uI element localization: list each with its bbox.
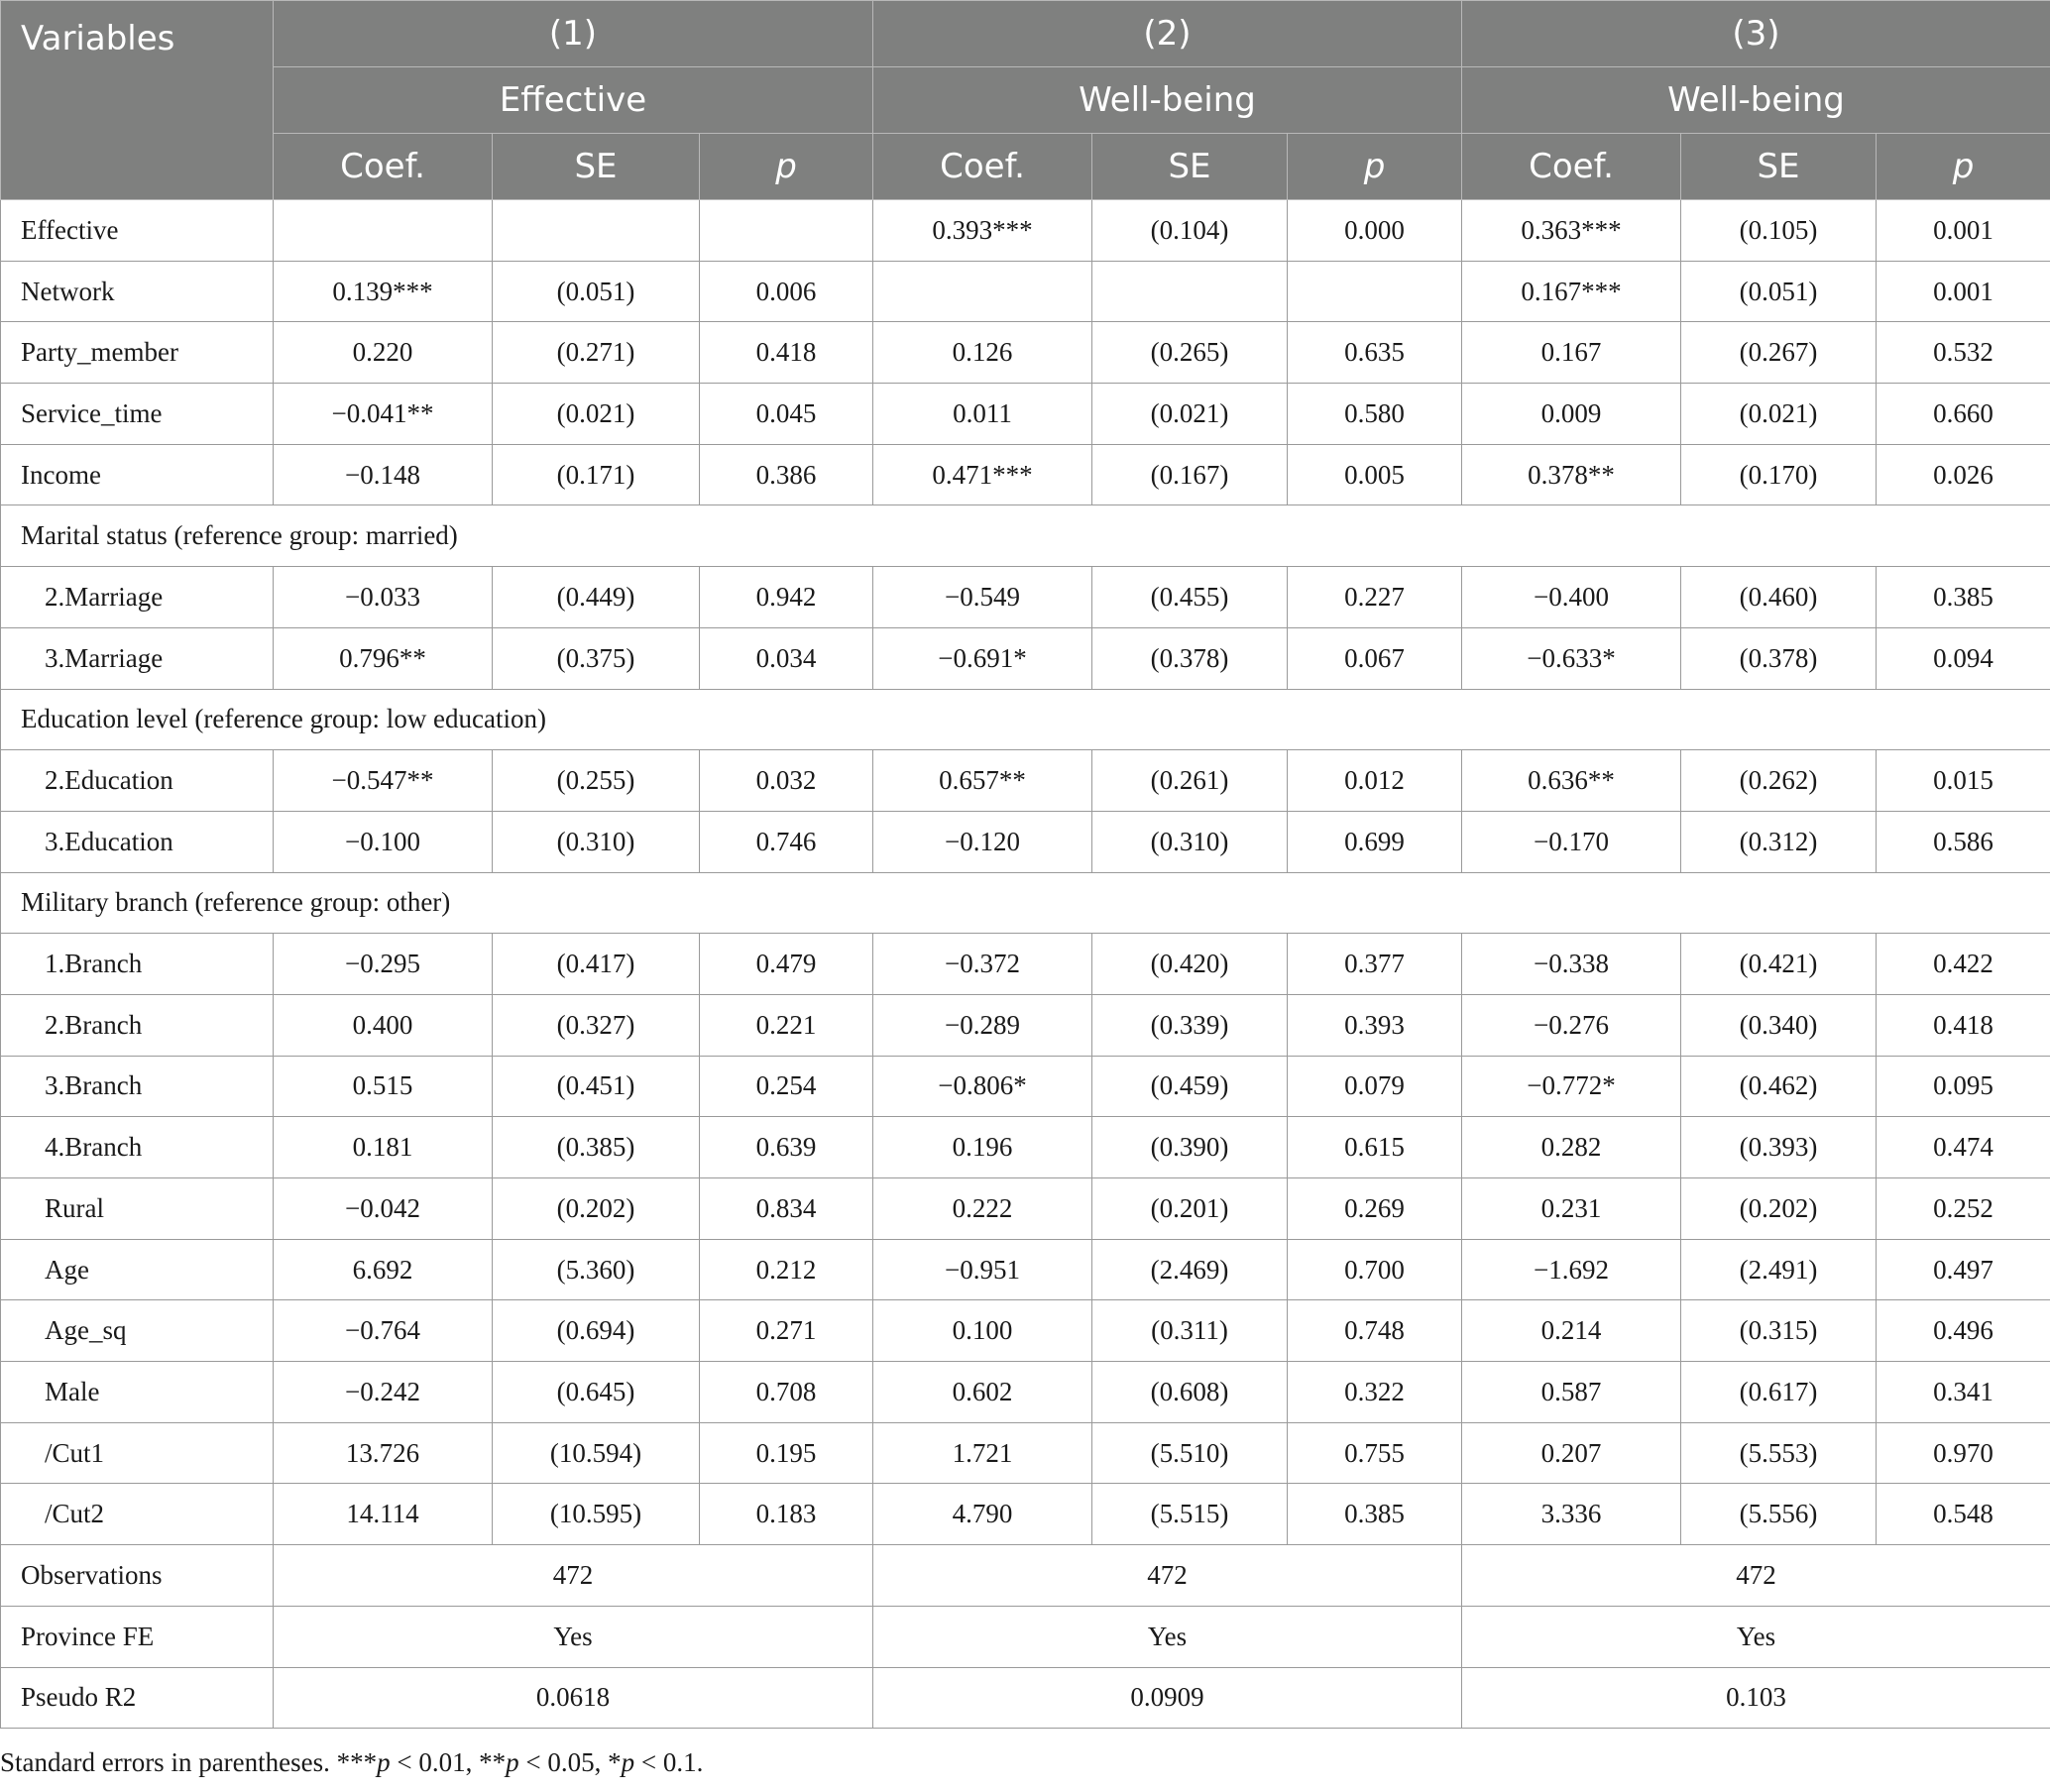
coef-cell-model-2: 0.471***: [873, 444, 1092, 505]
se-cell-model-1: (0.645): [493, 1362, 700, 1423]
table-body: [1, 200, 2050, 1729]
model-3-dependent-variable: Well-being: [1462, 67, 2050, 134]
table-row: [1, 1239, 2050, 1300]
p-cell-model-3: 0.095: [1877, 1056, 2050, 1117]
se-cell-model-2: (5.515): [1092, 1484, 1288, 1545]
row-label: 2.Marriage: [1, 567, 274, 628]
se-cell-model-1: (0.021): [493, 384, 700, 445]
coef-cell-model-3: 3.336: [1462, 1484, 1681, 1545]
coef-cell-model-3: 0.167***: [1462, 261, 1681, 322]
coef-cell-model-3: −0.400: [1462, 567, 1681, 628]
p-cell-model-2: 0.748: [1288, 1300, 1462, 1362]
p-cell-model-1: 0.195: [700, 1422, 873, 1484]
footnote-p-symbol: p: [506, 1747, 519, 1777]
se-cell-model-1: (0.417): [493, 934, 700, 995]
table-row: [1, 1056, 2050, 1117]
p-cell-model-2: 0.079: [1288, 1056, 1462, 1117]
p-cell-model-1: 0.183: [700, 1484, 873, 1545]
p-cell-model-3: 0.001: [1877, 261, 2050, 322]
table-row: [1, 200, 2050, 262]
p-cell-model-2: 0.615: [1288, 1117, 1462, 1178]
row-label: Pseudo R2: [1, 1667, 274, 1729]
summary-cell-model-1: 472: [274, 1545, 873, 1607]
se-cell-model-3: (0.105): [1681, 200, 1877, 262]
table-row: [1, 1484, 2050, 1545]
row-label: Network: [1, 261, 274, 322]
p-cell-model-1: 0.032: [700, 750, 873, 812]
se-cell-model-3: (0.378): [1681, 627, 1877, 689]
p-cell-model-3: 0.586: [1877, 811, 2050, 872]
coef-cell-model-3: −1.692: [1462, 1239, 1681, 1300]
coef-cell-model-3: 0.207: [1462, 1422, 1681, 1484]
coef-cell-model-1: [274, 200, 493, 262]
coef-cell-model-1: 0.515: [274, 1056, 493, 1117]
p-cell-model-3: 0.548: [1877, 1484, 2050, 1545]
se-cell-model-3: (5.556): [1681, 1484, 1877, 1545]
p-cell-model-1: [700, 200, 873, 262]
table-row: [1, 1117, 2050, 1178]
coef-cell-model-2: [873, 261, 1092, 322]
row-label: Income: [1, 444, 274, 505]
row-label: 2.Education: [1, 750, 274, 812]
p-cell-model-1: 0.221: [700, 994, 873, 1056]
coef-cell-model-3: 0.009: [1462, 384, 1681, 445]
se-cell-model-1: (0.310): [493, 811, 700, 872]
p-cell-model-2: 0.000: [1288, 200, 1462, 262]
coef-cell-model-1: 0.139***: [274, 261, 493, 322]
p-cell-model-3: 0.474: [1877, 1117, 2050, 1178]
se-cell-model-2: (0.261): [1092, 750, 1288, 812]
p-cell-model-3: 0.385: [1877, 567, 2050, 628]
p-cell-model-2: 0.012: [1288, 750, 1462, 812]
p-cell-model-2: 0.322: [1288, 1362, 1462, 1423]
se-cell-model-1: (10.595): [493, 1484, 700, 1545]
coef-cell-model-3: 0.231: [1462, 1178, 1681, 1240]
se-cell-model-3: (0.262): [1681, 750, 1877, 812]
p-cell-model-3: 0.001: [1877, 200, 2050, 262]
se-cell-model-2: (0.167): [1092, 444, 1288, 505]
table-row: [1, 384, 2050, 445]
row-label: 3.Education: [1, 811, 274, 872]
p-cell-model-1: 0.418: [700, 322, 873, 384]
se-cell-model-2: (0.311): [1092, 1300, 1288, 1362]
p-cell-model-2: 0.755: [1288, 1422, 1462, 1484]
se-cell-model-3: (0.267): [1681, 322, 1877, 384]
coef-cell-model-1: −0.148: [274, 444, 493, 505]
coef-header: Coef.: [274, 134, 493, 200]
coef-cell-model-2: 0.011: [873, 384, 1092, 445]
p-cell-model-1: 0.386: [700, 444, 873, 505]
coef-cell-model-2: −0.691*: [873, 627, 1092, 689]
se-cell-model-3: (0.617): [1681, 1362, 1877, 1423]
model-3-number: (3): [1462, 1, 2050, 67]
p-cell-model-2: 0.385: [1288, 1484, 1462, 1545]
table-row: [1, 1422, 2050, 1484]
p-cell-model-1: 0.034: [700, 627, 873, 689]
se-cell-model-2: (0.339): [1092, 994, 1288, 1056]
row-label: Province FE: [1, 1606, 274, 1667]
row-label: 3.Branch: [1, 1056, 274, 1117]
p-cell-model-1: 0.479: [700, 934, 873, 995]
se-cell-model-2: (0.455): [1092, 567, 1288, 628]
se-cell-model-3: (0.202): [1681, 1178, 1877, 1240]
coef-cell-model-1: 0.796**: [274, 627, 493, 689]
row-label: /Cut2: [1, 1484, 274, 1545]
model-1-dependent-variable: Effective: [274, 67, 873, 134]
table-row: [1, 750, 2050, 812]
se-cell-model-1: (0.202): [493, 1178, 700, 1240]
summary-cell-model-3: Yes: [1462, 1606, 2050, 1667]
se-cell-model-2: (0.265): [1092, 322, 1288, 384]
se-cell-model-2: (0.104): [1092, 200, 1288, 262]
se-cell-model-3: (0.340): [1681, 994, 1877, 1056]
se-cell-model-1: (0.255): [493, 750, 700, 812]
row-label: Party_member: [1, 322, 274, 384]
table-row: [1, 811, 2050, 872]
se-cell-model-3: (5.553): [1681, 1422, 1877, 1484]
p-cell-model-1: 0.639: [700, 1117, 873, 1178]
se-cell-model-3: (0.312): [1681, 811, 1877, 872]
p-cell-model-2: 0.700: [1288, 1239, 1462, 1300]
group-header-row: [1, 505, 2050, 567]
row-label: Service_time: [1, 384, 274, 445]
coef-cell-model-2: 0.602: [873, 1362, 1092, 1423]
footnote-text: Standard errors in parentheses. ***: [0, 1747, 378, 1777]
se-cell-model-2: (0.390): [1092, 1117, 1288, 1178]
p-cell-model-2: 0.699: [1288, 811, 1462, 872]
se-cell-model-3: (0.315): [1681, 1300, 1877, 1362]
summary-row: [1, 1545, 2050, 1607]
p-cell-model-3: 0.015: [1877, 750, 2050, 812]
se-cell-model-3: (0.393): [1681, 1117, 1877, 1178]
coef-header: Coef.: [873, 134, 1092, 200]
row-label: Age_sq: [1, 1300, 274, 1362]
variables-header: Variables: [1, 1, 274, 200]
se-cell-model-2: (0.201): [1092, 1178, 1288, 1240]
p-cell-model-3: 0.422: [1877, 934, 2050, 995]
table-header: [1, 1, 2050, 200]
coef-cell-model-2: −0.289: [873, 994, 1092, 1056]
summary-cell-model-2: 0.0909: [873, 1667, 1462, 1729]
coef-cell-model-1: −0.042: [274, 1178, 493, 1240]
coef-cell-model-1: 6.692: [274, 1239, 493, 1300]
se-cell-model-2: (2.469): [1092, 1239, 1288, 1300]
coef-cell-model-1: −0.547**: [274, 750, 493, 812]
se-cell-model-1: (5.360): [493, 1239, 700, 1300]
p-cell-model-3: 0.418: [1877, 994, 2050, 1056]
row-label: Male: [1, 1362, 274, 1423]
coef-cell-model-2: 0.126: [873, 322, 1092, 384]
coef-cell-model-2: −0.372: [873, 934, 1092, 995]
footnote-text: < 0.05, *: [518, 1747, 622, 1777]
p-cell-model-1: 0.834: [700, 1178, 873, 1240]
summary-cell-model-2: Yes: [873, 1606, 1462, 1667]
group-header-row: [1, 872, 2050, 934]
se-cell-model-1: (0.327): [493, 994, 700, 1056]
group-label: Marital status (reference group: married): [1, 505, 2050, 567]
p-cell-model-3: 0.660: [1877, 384, 2050, 445]
p-cell-model-3: 0.496: [1877, 1300, 2050, 1362]
se-cell-model-3: (0.170): [1681, 444, 1877, 505]
p-cell-model-1: 0.708: [700, 1362, 873, 1423]
coef-cell-model-2: 0.222: [873, 1178, 1092, 1240]
row-label: 1.Branch: [1, 934, 274, 995]
group-label: Education level (reference group: low education): [1, 689, 2050, 750]
coef-cell-model-2: −0.951: [873, 1239, 1092, 1300]
row-label: 2.Branch: [1, 994, 274, 1056]
p-cell-model-3: 0.094: [1877, 627, 2050, 689]
table-row: [1, 1300, 2050, 1362]
se-cell-model-1: (0.449): [493, 567, 700, 628]
coef-cell-model-2: 0.393***: [873, 200, 1092, 262]
se-cell-model-1: (0.171): [493, 444, 700, 505]
coef-cell-model-1: −0.242: [274, 1362, 493, 1423]
table-row: [1, 627, 2050, 689]
summary-cell-model-1: Yes: [274, 1606, 873, 1667]
p-cell-model-1: 0.006: [700, 261, 873, 322]
row-label: Age: [1, 1239, 274, 1300]
coef-cell-model-2: 0.196: [873, 1117, 1092, 1178]
coef-header: Coef.: [1462, 134, 1681, 200]
summary-cell-model-2: 472: [873, 1545, 1462, 1607]
model-1-number: (1): [274, 1, 873, 67]
summary-row: [1, 1606, 2050, 1667]
se-cell-model-2: [1092, 261, 1288, 322]
se-cell-model-2: (0.310): [1092, 811, 1288, 872]
p-header: p: [700, 134, 873, 200]
coef-cell-model-1: −0.041**: [274, 384, 493, 445]
coef-cell-model-1: −0.295: [274, 934, 493, 995]
coef-cell-model-1: −0.100: [274, 811, 493, 872]
p-header: p: [1288, 134, 1462, 200]
table-row: [1, 994, 2050, 1056]
coef-cell-model-3: 0.167: [1462, 322, 1681, 384]
coef-cell-model-3: 0.363***: [1462, 200, 1681, 262]
p-cell-model-3: 0.970: [1877, 1422, 2050, 1484]
row-label: Rural: [1, 1178, 274, 1240]
p-cell-model-3: 0.532: [1877, 322, 2050, 384]
se-cell-model-2: (0.459): [1092, 1056, 1288, 1117]
coef-cell-model-3: −0.633*: [1462, 627, 1681, 689]
coef-cell-model-3: −0.772*: [1462, 1056, 1681, 1117]
summary-cell-model-3: 472: [1462, 1545, 2050, 1607]
coef-cell-model-1: 14.114: [274, 1484, 493, 1545]
coef-cell-model-3: 0.282: [1462, 1117, 1681, 1178]
row-label: /Cut1: [1, 1422, 274, 1484]
coef-cell-model-2: 0.100: [873, 1300, 1092, 1362]
p-cell-model-1: 0.942: [700, 567, 873, 628]
p-cell-model-2: 0.067: [1288, 627, 1462, 689]
se-cell-model-3: (0.021): [1681, 384, 1877, 445]
se-cell-model-1: (10.594): [493, 1422, 700, 1484]
model-2-dependent-variable: Well-being: [873, 67, 1462, 134]
coef-cell-model-1: −0.764: [274, 1300, 493, 1362]
table-row: [1, 1178, 2050, 1240]
se-cell-model-3: (2.491): [1681, 1239, 1877, 1300]
table-row: [1, 322, 2050, 384]
summary-row: [1, 1667, 2050, 1729]
summary-cell-model-1: 0.0618: [274, 1667, 873, 1729]
summary-cell-model-3: 0.103: [1462, 1667, 2050, 1729]
se-cell-model-3: (0.051): [1681, 261, 1877, 322]
coef-cell-model-2: −0.549: [873, 567, 1092, 628]
group-label: Military branch (reference group: other): [1, 872, 2050, 934]
row-label: Effective: [1, 200, 274, 262]
se-cell-model-2: (0.378): [1092, 627, 1288, 689]
coef-cell-model-1: 0.400: [274, 994, 493, 1056]
se-cell-model-1: (0.451): [493, 1056, 700, 1117]
se-cell-model-1: (0.694): [493, 1300, 700, 1362]
p-cell-model-2: [1288, 261, 1462, 322]
footnote-text: < 0.1.: [634, 1747, 704, 1777]
se-cell-model-1: (0.051): [493, 261, 700, 322]
p-cell-model-3: 0.252: [1877, 1178, 2050, 1240]
coef-cell-model-3: 0.636**: [1462, 750, 1681, 812]
se-cell-model-3: (0.421): [1681, 934, 1877, 995]
p-cell-model-3: 0.341: [1877, 1362, 2050, 1423]
coef-cell-model-3: −0.338: [1462, 934, 1681, 995]
se-cell-model-1: (0.385): [493, 1117, 700, 1178]
coef-cell-model-3: 0.378**: [1462, 444, 1681, 505]
coef-cell-model-1: 13.726: [274, 1422, 493, 1484]
se-cell-model-2: (5.510): [1092, 1422, 1288, 1484]
se-cell-model-3: (0.460): [1681, 567, 1877, 628]
p-cell-model-2: 0.005: [1288, 444, 1462, 505]
p-cell-model-1: 0.271: [700, 1300, 873, 1362]
coef-cell-model-1: 0.181: [274, 1117, 493, 1178]
table-row: [1, 567, 2050, 628]
coef-cell-model-2: −0.806*: [873, 1056, 1092, 1117]
coef-cell-model-1: −0.033: [274, 567, 493, 628]
coef-cell-model-1: 0.220: [274, 322, 493, 384]
se-cell-model-1: (0.271): [493, 322, 700, 384]
coef-cell-model-2: 4.790: [873, 1484, 1092, 1545]
model-2-number: (2): [873, 1, 1462, 67]
p-cell-model-2: 0.393: [1288, 994, 1462, 1056]
se-cell-model-2: (0.420): [1092, 934, 1288, 995]
p-header: p: [1877, 134, 2050, 200]
p-cell-model-3: 0.497: [1877, 1239, 2050, 1300]
se-header: SE: [1092, 134, 1288, 200]
coef-cell-model-3: −0.276: [1462, 994, 1681, 1056]
se-cell-model-2: (0.021): [1092, 384, 1288, 445]
footnote-text: < 0.01, **: [390, 1747, 507, 1777]
row-label: 3.Marriage: [1, 627, 274, 689]
p-cell-model-2: 0.269: [1288, 1178, 1462, 1240]
table-footnote: [0, 1747, 703, 1778]
coef-cell-model-3: 0.587: [1462, 1362, 1681, 1423]
coef-cell-model-3: −0.170: [1462, 811, 1681, 872]
se-cell-model-1: (0.375): [493, 627, 700, 689]
se-header: SE: [1681, 134, 1877, 200]
se-cell-model-1: [493, 200, 700, 262]
group-header-row: [1, 689, 2050, 750]
row-label: 4.Branch: [1, 1117, 274, 1178]
p-cell-model-2: 0.377: [1288, 934, 1462, 995]
table-row: [1, 1362, 2050, 1423]
se-cell-model-3: (0.462): [1681, 1056, 1877, 1117]
se-cell-model-2: (0.608): [1092, 1362, 1288, 1423]
coef-cell-model-2: 0.657**: [873, 750, 1092, 812]
p-cell-model-2: 0.635: [1288, 322, 1462, 384]
p-cell-model-2: 0.580: [1288, 384, 1462, 445]
p-cell-model-1: 0.045: [700, 384, 873, 445]
footnote-p-symbol: p: [621, 1747, 635, 1777]
table-row: [1, 444, 2050, 505]
p-cell-model-1: 0.212: [700, 1239, 873, 1300]
p-cell-model-3: 0.026: [1877, 444, 2050, 505]
footnote-p-symbol: p: [377, 1747, 391, 1777]
coef-cell-model-2: 1.721: [873, 1422, 1092, 1484]
p-cell-model-1: 0.254: [700, 1056, 873, 1117]
coef-cell-model-2: −0.120: [873, 811, 1092, 872]
p-cell-model-1: 0.746: [700, 811, 873, 872]
coef-cell-model-3: 0.214: [1462, 1300, 1681, 1362]
se-header: SE: [493, 134, 700, 200]
table-row: [1, 261, 2050, 322]
p-cell-model-2: 0.227: [1288, 567, 1462, 628]
row-label: Observations: [1, 1545, 274, 1607]
table-row: [1, 934, 2050, 995]
